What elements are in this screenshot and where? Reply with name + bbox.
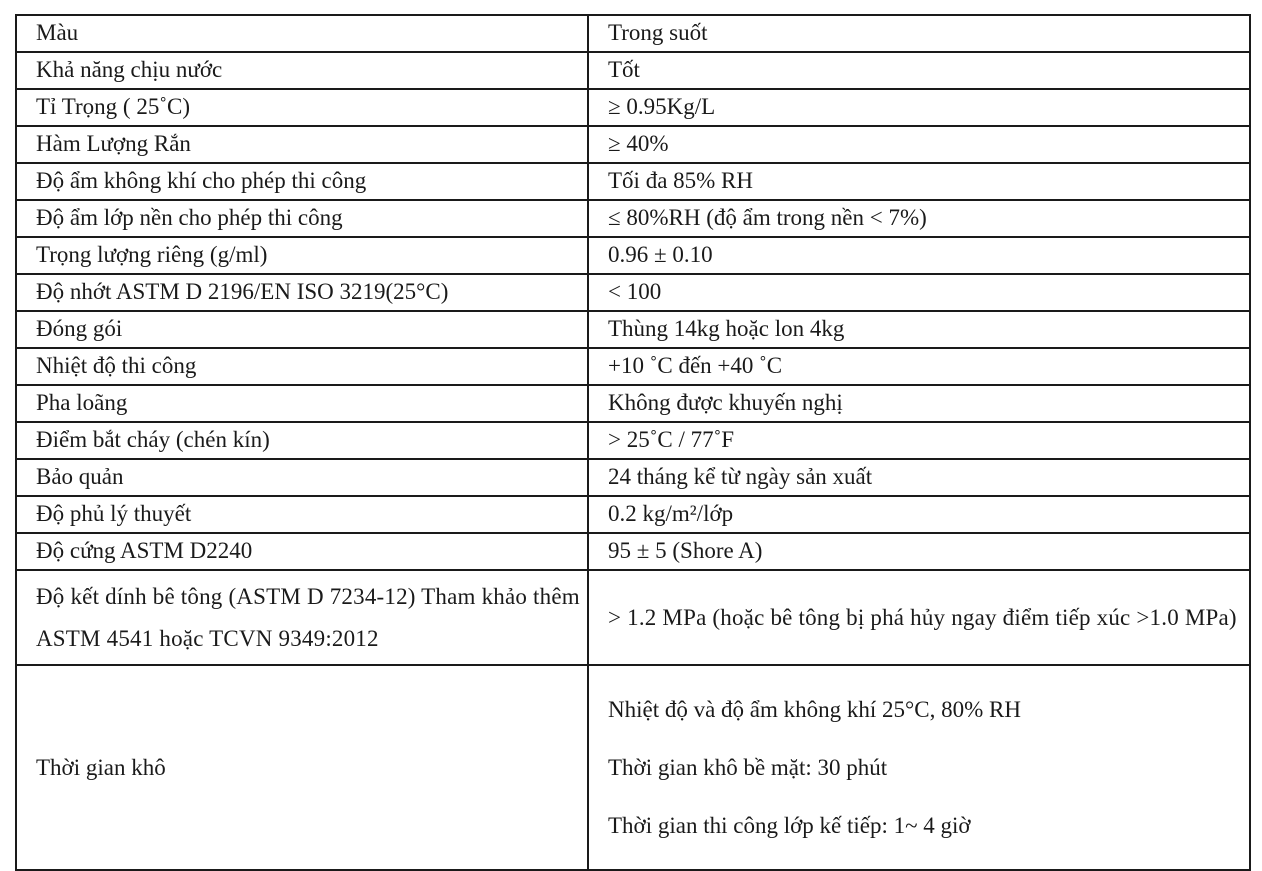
table-row xyxy=(16,126,1250,163)
property-value: ≥ 40% xyxy=(588,126,1250,163)
property-value: 0.96 ± 0.10 xyxy=(588,237,1250,274)
property-label: Bảo quản xyxy=(16,459,588,496)
spec-table xyxy=(15,14,1251,871)
property-value: Tối đa 85% RH xyxy=(588,163,1250,200)
property-value xyxy=(588,665,1250,870)
table-row xyxy=(16,200,1250,237)
table-row xyxy=(16,385,1250,422)
property-label: Trọng lượng riêng (g/ml) xyxy=(16,237,588,274)
property-label: Màu xyxy=(16,15,588,52)
drying-condition-line: Nhiệt độ và độ ẩm không khí 25°C, 80% RH xyxy=(608,697,1021,722)
table-row xyxy=(16,570,1250,665)
property-label: Đóng gói xyxy=(16,311,588,348)
property-label: Độ ẩm không khí cho phép thi công xyxy=(16,163,588,200)
recoat-time-line: Thời gian thi công lớp kế tiếp: 1~ 4 giờ xyxy=(608,813,971,838)
surface-dry-time-line: Thời gian khô bề mặt: 30 phút xyxy=(608,755,888,780)
property-value: 0.2 kg/m²/lớp xyxy=(588,496,1250,533)
property-label: Độ cứng ASTM D2240 xyxy=(16,533,588,570)
property-value: > 25˚C / 77˚F xyxy=(588,422,1250,459)
table-row xyxy=(16,496,1250,533)
property-value: 95 ± 5 (Shore A) xyxy=(588,533,1250,570)
property-label: Pha loãng xyxy=(16,385,588,422)
property-value: < 100 xyxy=(588,274,1250,311)
property-value: 24 tháng kể từ ngày sản xuất xyxy=(588,459,1250,496)
property-value: ≤ 80%RH (độ ẩm trong nền < 7%) xyxy=(588,200,1250,237)
property-value: Trong suốt xyxy=(588,15,1250,52)
property-label: Độ kết dính bê tông (ASTM D 7234-12) Tham khảo thêm ASTM 4541 hoặc TCVN 9349:2012 xyxy=(16,570,588,665)
property-label: Khả năng chịu nước xyxy=(16,52,588,89)
property-value: ≥ 0.95Kg/L xyxy=(588,89,1250,126)
property-label: Tỉ Trọng ( 25˚C) xyxy=(16,89,588,126)
table-row xyxy=(16,665,1250,870)
table-row xyxy=(16,459,1250,496)
property-label: Điểm bắt cháy (chén kín) xyxy=(16,422,588,459)
table-row xyxy=(16,533,1250,570)
table-row xyxy=(16,237,1250,274)
table-row xyxy=(16,52,1250,89)
property-value: Thùng 14kg hoặc lon 4kg xyxy=(588,311,1250,348)
table-row xyxy=(16,422,1250,459)
table-row xyxy=(16,163,1250,200)
property-value: +10 ˚C đến +40 ˚C xyxy=(588,348,1250,385)
property-value: Không được khuyến nghị xyxy=(588,385,1250,422)
property-label: Thời gian khô xyxy=(16,665,588,870)
property-value: Tốt xyxy=(588,52,1250,89)
property-label: Độ nhớt ASTM D 2196/EN ISO 3219(25°C) xyxy=(16,274,588,311)
property-label: Hàm Lượng Rắn xyxy=(16,126,588,163)
table-row xyxy=(16,274,1250,311)
table-row xyxy=(16,15,1250,52)
table-row xyxy=(16,311,1250,348)
property-label: Độ ẩm lớp nền cho phép thi công xyxy=(16,200,588,237)
table-row xyxy=(16,89,1250,126)
property-label: Nhiệt độ thi công xyxy=(16,348,588,385)
table-row xyxy=(16,348,1250,385)
property-value: > 1.2 MPa (hoặc bê tông bị phá hủy ngay điểm tiếp xúc >1.0 MPa) xyxy=(588,570,1250,665)
property-label: Độ phủ lý thuyết xyxy=(16,496,588,533)
